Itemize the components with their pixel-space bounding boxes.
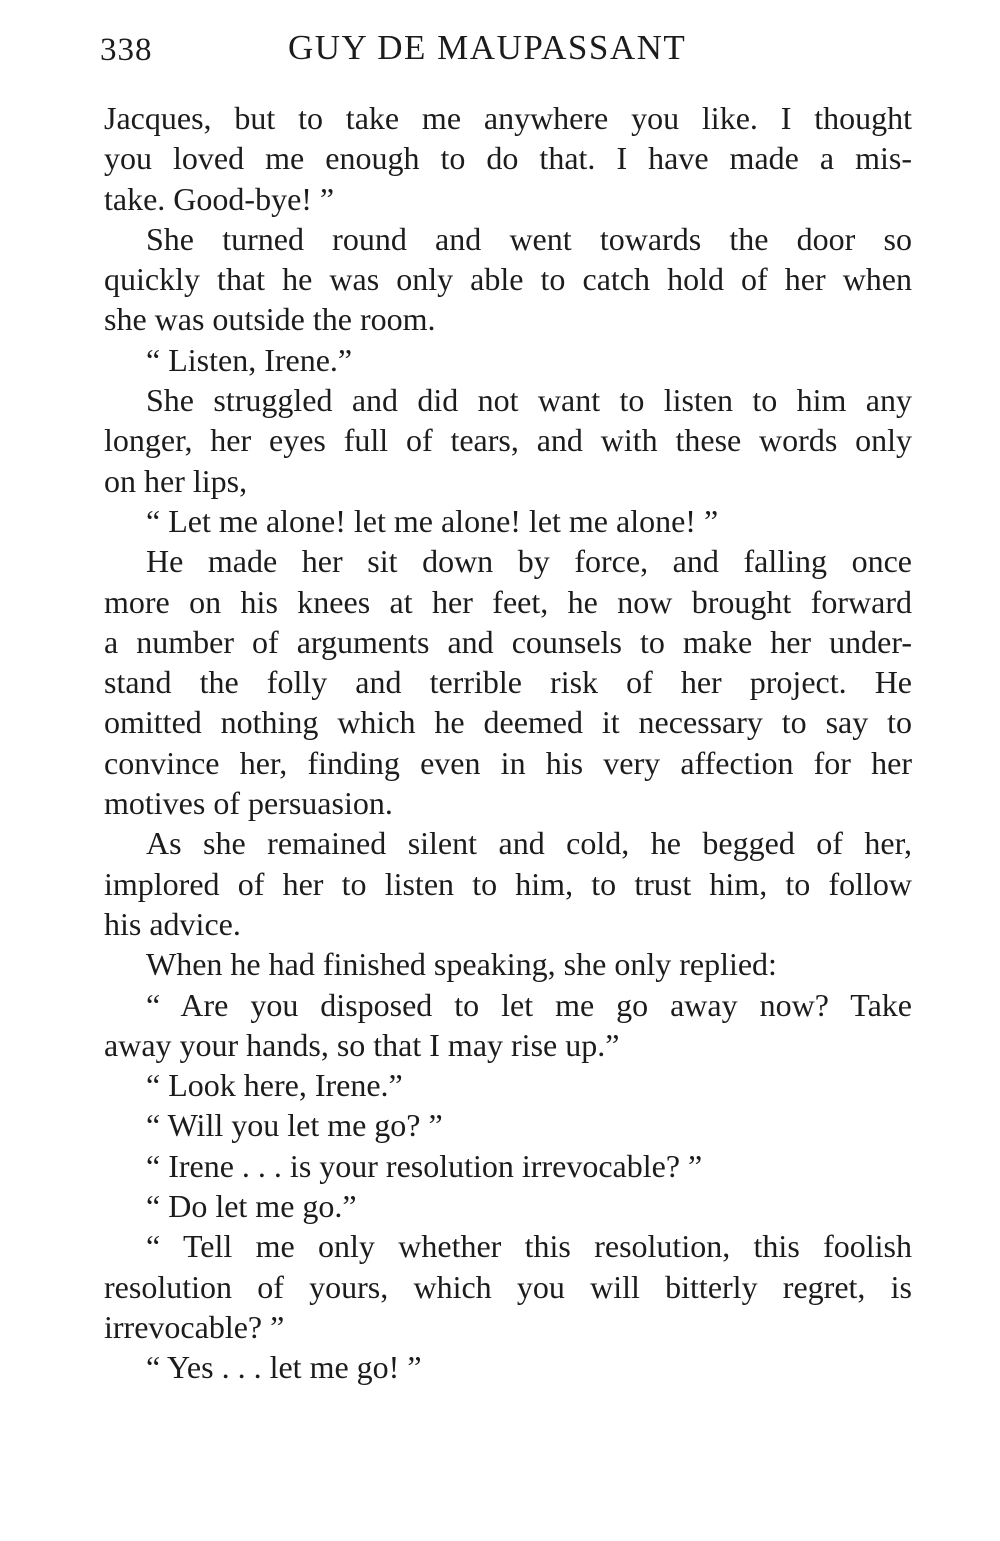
text-line: his advice. [104,905,241,942]
text-line: longer, her eyes full of tears, and with these words only [104,422,912,459]
text-line: a number of arguments and counsels to make her under- [104,623,912,660]
running-head [100,28,820,78]
text-line: you loved me enough to do that. I have made a mis- [104,140,912,177]
text-line: “ Yes . . . let me go! ” [146,1349,422,1386]
text-line: irrevocable? ” [104,1308,285,1345]
text-line: “ Let me alone! let me alone! let me alone! ” [146,502,719,539]
text-line: “ Listen, Irene.” [146,341,353,378]
text-line: convince her, finding even in his very affection for her [104,744,912,781]
text-line: She turned round and went towards the door so [146,220,912,257]
text-line: take. Good-bye! ” [104,180,335,217]
text-line: “ Will you let me go? ” [146,1107,443,1144]
text-line: “ Irene . . . is your resolution irrevocable? ” [146,1147,703,1184]
text-line: omitted nothing which he deemed it necessary to say to [104,704,912,741]
text-line: As she remained silent and cold, he begged of her, [146,825,912,862]
text-line: “ Tell me only whether this resolution, this foolish [146,1228,912,1265]
text-line: on her lips, [104,462,248,499]
text-line: “ Are you disposed to let me go away now? Take [146,986,912,1023]
text-line: more on his knees at her feet, he now brought forward [104,583,912,620]
text-line: stand the folly and terrible risk of her project. He [104,664,912,701]
text-line: “ Do let me go.” [146,1188,357,1225]
body-text [104,98,912,1388]
text-line: “ Look here, Irene.” [146,1067,403,1104]
text-line: she was outside the room. [104,301,436,338]
text-line: Jacques, but to take me anywhere you like. I thought [104,100,912,136]
text-line: When he had finished speaking, she only replied: [146,946,777,983]
text-line: She struggled and did not want to listen to him any [146,382,912,419]
page-number: 338 [100,32,153,68]
text-line: He made her sit down by force, and falling once [146,543,912,580]
text-line: resolution of yours, which you will bitterly regret, is [104,1268,912,1305]
text-line: motives of persuasion. [104,785,393,822]
text-line: implored of her to listen to him, to trust him, to follow [104,865,912,902]
text-line: quickly that he was only able to catch hold of her when [104,261,912,298]
text-line: away your hands, so that I may rise up.” [104,1026,620,1063]
running-title: GUY DE MAUPASSANT [288,28,687,67]
